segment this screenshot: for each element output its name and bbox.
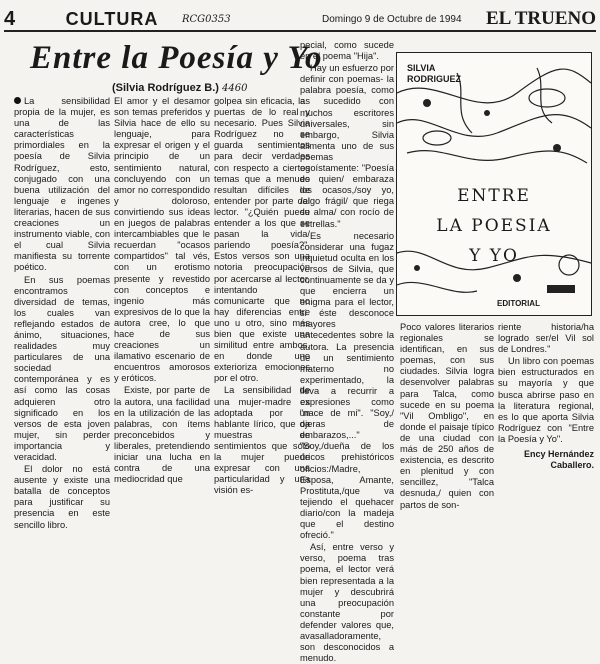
page-number: 4 xyxy=(4,7,16,30)
article-column-4 xyxy=(300,40,394,664)
paragraph: pecial, como sucede en el poema "Hija". xyxy=(300,40,394,62)
article-column-6 xyxy=(498,322,594,471)
section-name: CULTURA xyxy=(65,8,159,29)
cover-title: ENTRE LA POESIA Y YO xyxy=(436,186,552,266)
paragraph: golpea sin eficacia, las puertas de lo real y necesario. Pues Silvia Rodríguez no se guarda sentimientos para decir verdades con respecto a ciertos temas que a menudo resultan difíciles de entender por parte del lector. "¿Quién puede entender a los que se pasan la vida/ pariendo poesía?". Estos versos son una notoria preocupación por acercarse al lector, intentando comunicarte que no hay diferencias entre uno u otro, sino más bien que existe una similitud entre ambos, en donde uno exterioriza emociones por el otro. xyxy=(214,96,310,384)
archive-code: RCG0353 xyxy=(182,13,231,25)
article-title: Entre la Poesía y Yo xyxy=(30,40,323,76)
publication-date: Domingo 9 de Octubre de 1994 xyxy=(322,13,462,25)
page-header xyxy=(4,8,596,32)
article-column-5 xyxy=(400,322,494,510)
article-column-3 xyxy=(214,96,310,496)
paragraph: Poco valores literarios regionales se identifican, en sus poemas, con sus ciudades. Silvia logra desenvolver palabras para Talca, como sucede en su poema "Vil Ombligo", en donde el paisaje típico de una ciudad con más de 250 años de existencia, es descrito en plenitud y con sencillez, "Talca desnuda,/ quien con partos de son- xyxy=(400,322,494,510)
paragraph: riente historia/ha logrado ser/el Vil sol de Londres." xyxy=(498,322,594,355)
paragraph: Así, entre verso y verso, poema tras poema, el lector verá bien representada a la mujer y descubrirá una preocupación constante por defender valores que, avasalladoramente, son desconocidos a menudo. xyxy=(300,542,394,664)
article-column-1 xyxy=(14,96,110,530)
paragraph: El amor y el desamor son temas preferidos y Silvia hace de ello su lenguaje, para expresar el origen y el principio de un sentimiento natural, concluyendo con un amor no correspondido y doloroso, convirtiendo sus ideas en juegos de palabras intercambiables que le recuerdan "ocasos compartidos" tal vés, con un erotismo presente y revestido con conceptos e ingenio más expresivos de lo que la autora cree, lo que hace de sus creaciones un ilamativo escenario de encuentros amorosos y eróticos. xyxy=(114,96,210,384)
paragraph-bullet-icon xyxy=(14,97,21,104)
paragraph: Es necesario considerar una fugaz inquietud oculta en los versos de Silvia, que continuamente se da y que encierra un enigma para el lector, si éste desconoce mayores antecedentes sobre la autora. La presencia de un sentimiento materno no experimentado, la lleva a recurrir a expresiones como "nace de mi". "Soy,/ ojeras de embarazos,..." "Soy,/dueña de los úricos prehistóricos oficios:/Madre, Esposa, Amante, Prostituta,/que va tejiendo el quehacer diario/con la madeja que el destino ofreció." xyxy=(300,230,394,541)
article-column-2 xyxy=(114,96,210,485)
paragraph: Un libro con poemas bien estructurados en su mayoría y que busca abrirse paso en la literatura regional, es lo que aporta Silvia Rodríguez con "Entre la Poesía y Yo". xyxy=(498,356,594,444)
paragraph: En sus poemas encontramos diversidad de temas, los cuales van reflejando estados de ánimo, situaciones, realidades muy particulares de una sociedad contemporánea y es así como las cosas adquieren otro significado en los versos de esta joven mujer, sin perder importancia y veracidad. xyxy=(14,274,110,462)
paragraph: La sensibilidad de una mujer-madre es adoptada por un hablante lírico, que da muestras de sentimientos que sólo la mujer puede expresar con una particularidad y una visión es- xyxy=(214,385,310,496)
paragraph: Hay un esfuerzo por definir con poemas- la palabra poesía, como a sucedido con muchos escritores universales, sin embargo, Silvia alimenta uno de sus poemas egoístamente: "Poesía es quien/ embaraza los ocasos,/soy yo, /algo frágil/ que riega su alma/ con rocío de estrellas." xyxy=(300,63,394,229)
paragraph: Existe, por parte de la autora, una facilidad en la utilización de las palabras, con ítems preconcebidos y liberales, pretendiendo iniciar una lucha en contra de una mediocridad que xyxy=(114,385,210,485)
newspaper-name: EL TRUENO xyxy=(486,8,596,29)
paragraph: El dolor no está ausente y existe una batalla de conceptos para justificar su presencia en este sencillo libro. xyxy=(14,464,110,530)
paragraph: La sensibilidad propia de la mujer, es una de las características primordiales en la poesía de Silvia Rodríguez, esto, conjugado con una buena utilización del lenguaje e ingenes literarias, hacen de sus creaciones un instrumento viable, con el cual Silvia manifiesta su torrente poético. xyxy=(14,96,110,273)
article-byline xyxy=(112,82,247,94)
author-signature: Ency Hernández Caballero. xyxy=(523,449,594,471)
byline-handwritten-mark: 4460 xyxy=(222,83,248,94)
cover-publisher: EDITORIAL xyxy=(497,299,540,308)
byline-text: (Silvia Rodríguez B.) xyxy=(112,82,219,94)
book-cover-image xyxy=(396,52,592,316)
cover-author: SILVIA RODRIGUEZ xyxy=(407,63,461,84)
